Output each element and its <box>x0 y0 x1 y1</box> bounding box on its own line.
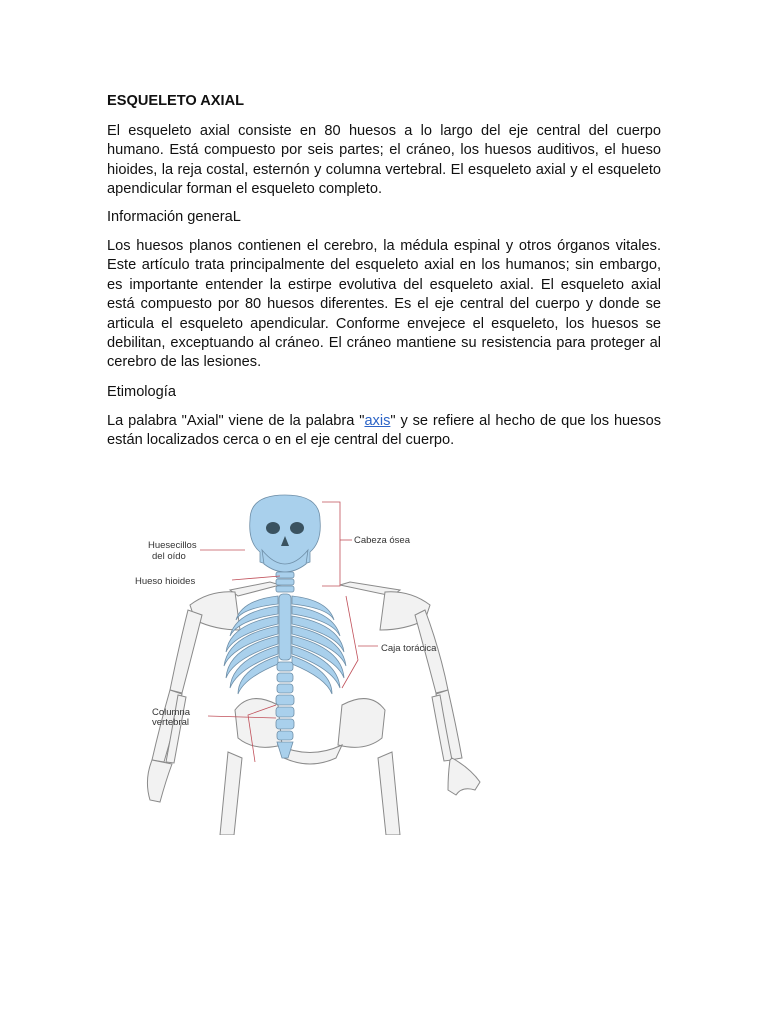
appendicular-skeleton <box>147 582 480 835</box>
label-ossicles-2: del oído <box>152 551 186 562</box>
label-spine-2: vertebral <box>152 717 189 728</box>
etymology-paragraph <box>107 412 661 451</box>
axis-link[interactable]: axis <box>364 413 391 429</box>
intro-paragraph: El esqueleto axial consiste en 80 huesos a lo largo del eje central del cuerpo humano. Está compuesto por seis partes; el cráneo, los huesos auditivos, el hueso hioides, la reja costal, esternón y columna vertebral. El esqueleto axial y el esqueleto apendicular forman el esqueleto completo. <box>107 123 661 198</box>
section-title-etymology: Etimología <box>107 384 176 400</box>
etymology-text-after: " y se refiere al hecho de que los huesos están localizados cerca o en el eje central del cuerpo. <box>107 413 661 449</box>
document-heading: ESQUELETO AXIAL <box>107 93 245 109</box>
section-title-general: Información generaL <box>107 209 241 225</box>
label-thorax: Caja torácica <box>381 643 437 654</box>
label-spine-1: Columna <box>152 707 191 718</box>
general-paragraph: Los huesos planos contienen el cerebro, la médula espinal y otros órganos vitales. Este artículo trata principalmente del esqueleto axial en los humanos; sin embargo, es importante entender la estirpe evolutiva del esqueleto axial. El esqueleto axial está compuesto por 80 huesos diferentes. Es el eje central del cuerpo y donde se articula el esqueleto apendicular. Conforme envejece el esqueleto, los huesos se debilitan, exceptuando al cráneo. El cráneo mantiene su resistencia para proteger al cerebro de las lesiones. <box>107 238 661 371</box>
label-head: Cabeza ósea <box>354 535 410 546</box>
skeleton-diagram <box>130 490 490 835</box>
label-ossicles-1: Huesecillos <box>148 540 197 551</box>
etymology-text-before: La palabra "Axial" viene de la palabra " <box>107 413 365 429</box>
label-hyoid: Hueso hioides <box>135 576 196 587</box>
axial-skeleton-figure <box>130 490 490 835</box>
